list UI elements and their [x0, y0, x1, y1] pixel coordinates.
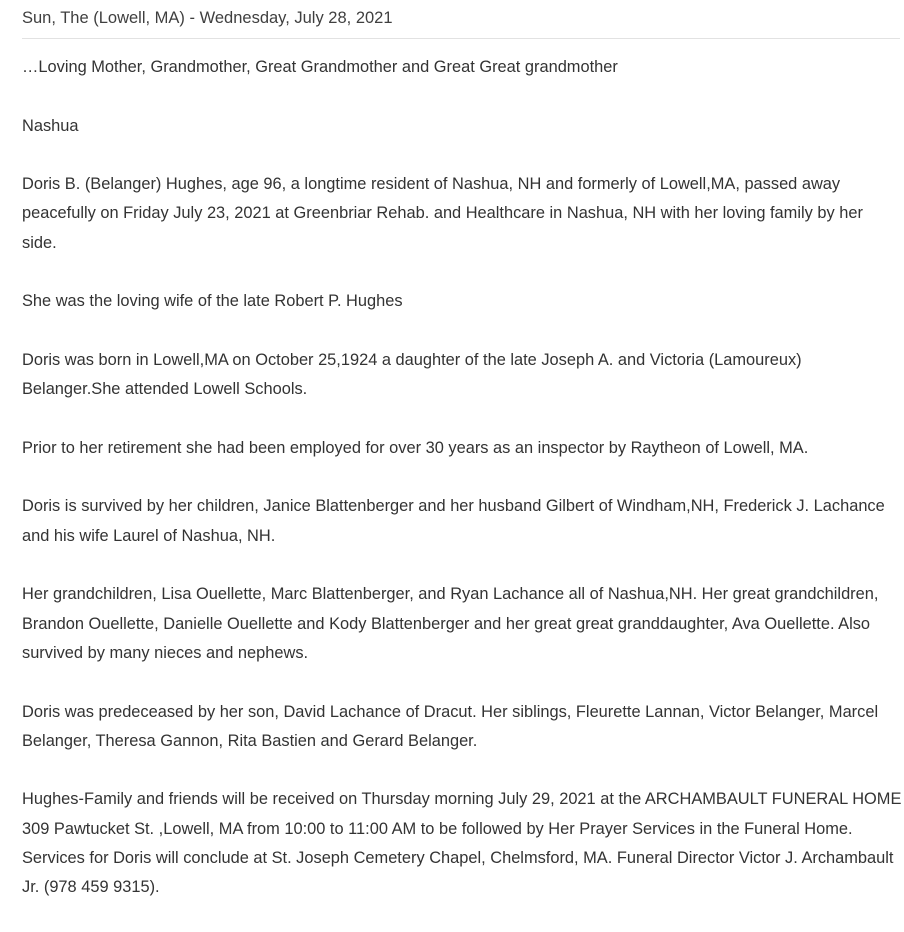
- paragraph-career: Prior to her retirement she had been employed for over 30 years as an inspector by Raytheon of Lowell, MA.: [22, 438, 809, 457]
- paragraph-subtitle: …Loving Mother, Grandmother, Great Grandmother and Great Great grandmother: [22, 58, 618, 76]
- obituary-body: [22, 53, 902, 932]
- paragraph-spouse: She was the loving wife of the late Robert P. Hughes: [22, 292, 403, 311]
- paragraph-services: Hughes-Family and friends will be received on Thursday morning July 29, 2021 at the ARCHAMBAULT FUNERAL HOME 309 Pawtucket St. ,Lowell, MA from 10:00 to 11:00 AM to be followed by Her Prayer Services in the Funeral Home. Services for Doris will conclude at St. Joseph Cemetery Chapel, Chelmsford, MA. Funeral Director Victor J. Archambault Jr. (978 459 9315).: [22, 790, 902, 897]
- paragraph-death-notice: Doris B. (Belanger) Hughes, age 96, a longtime resident of Nashua, NH and formerly of Lowell,MA, passed away peacefully on Friday July 23, 2021 at Greenbriar Rehab. and Healthcare in Nashua, NH with her loving family by her side.: [22, 175, 863, 252]
- publication-header: [22, 6, 900, 39]
- paragraph-birth: Doris was born in Lowell,MA on October 25,1924 a daughter of the late Joseph A. and Victoria (Lamoureux) Belanger.She attended Lowell Schools.: [22, 350, 802, 399]
- paragraph-location: Nashua: [22, 116, 79, 135]
- paragraph-predeceased: Doris was predeceased by her son, David Lachance of Dracut. Her siblings, Fleurette Lannan, Victor Belanger, Marcel Belanger, Theresa Gannon, Rita Bastien and Gerard Belanger.: [22, 702, 879, 750]
- paragraph-grandchildren: Her grandchildren, Lisa Ouellette, Marc Blattenberger, and Ryan Lachance all of Nashua,NH. Her great grandchildren, Brandon Ouellette, Danielle Ouellette and Kody Blattenberger and her great great granddaughter, Ava Ouellette. Also survived by many nieces and nephews.: [22, 585, 879, 662]
- paragraph-children: Doris is survived by her children, Janice Blattenberger and her husband Gilbert of Windham,NH, Frederick J. Lachance and his wife Laurel of Nashua, NH.: [22, 497, 885, 545]
- source-line: Sun, The (Lowell, MA) - Wednesday, July 28, 2021: [22, 9, 393, 27]
